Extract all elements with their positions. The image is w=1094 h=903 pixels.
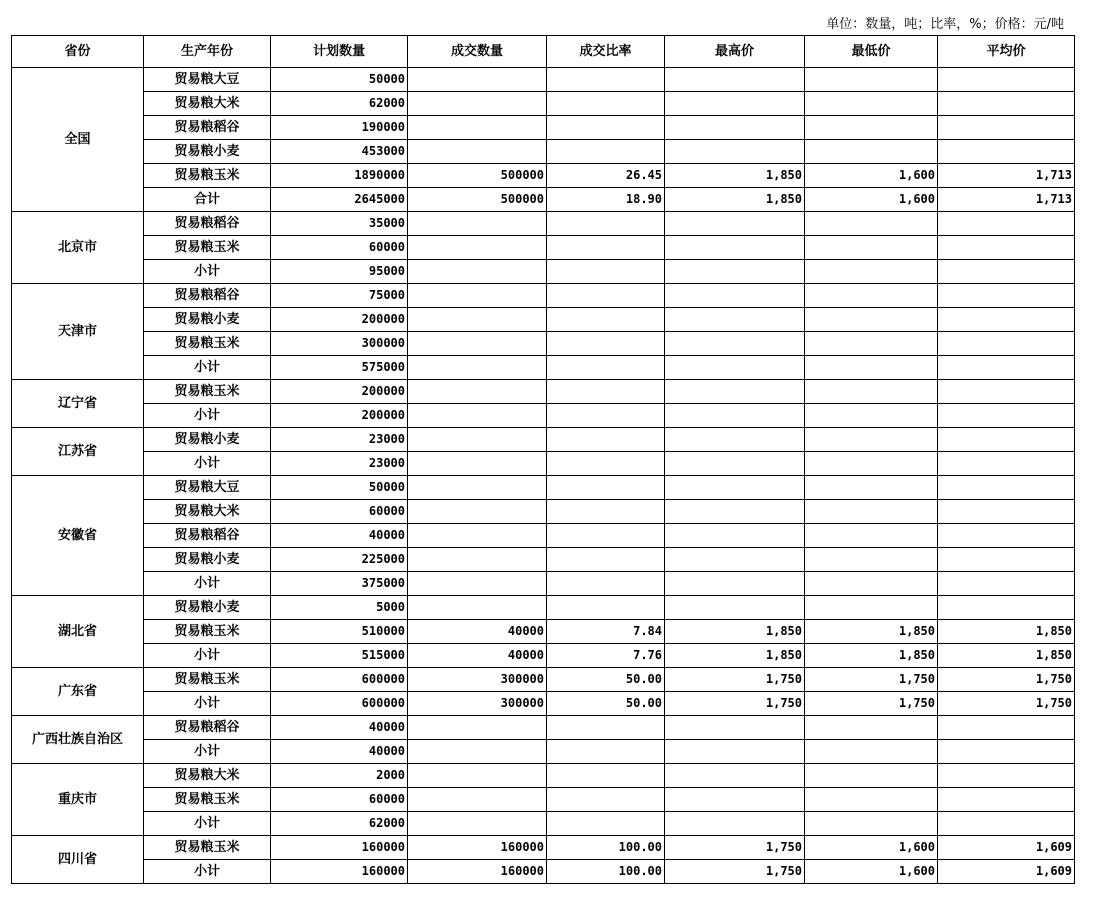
table-row <box>12 692 1075 716</box>
value-cell: 1,713 <box>938 164 1075 188</box>
value-cell: 1,750 <box>665 692 805 716</box>
value-cell <box>805 596 938 620</box>
value-cell <box>665 332 805 356</box>
value-cell <box>938 740 1075 764</box>
value-cell: 1,600 <box>805 188 938 212</box>
value-cell <box>408 284 547 308</box>
table-row <box>12 236 1075 260</box>
value-cell: 1,609 <box>938 860 1075 884</box>
column-header: 成交比率 <box>547 36 665 68</box>
value-cell: 1,750 <box>938 692 1075 716</box>
value-cell <box>938 116 1075 140</box>
table-row <box>12 716 1075 740</box>
value-cell: 160000 <box>408 860 547 884</box>
grain-type-cell: 小计 <box>144 860 271 884</box>
value-cell <box>665 308 805 332</box>
table-row <box>12 260 1075 284</box>
table-row <box>12 116 1075 140</box>
value-cell <box>938 212 1075 236</box>
table-row <box>12 356 1075 380</box>
value-cell: 60000 <box>271 500 408 524</box>
value-cell: 160000 <box>271 836 408 860</box>
grain-type-cell: 贸易粮玉米 <box>144 668 271 692</box>
value-cell <box>805 284 938 308</box>
value-cell <box>408 380 547 404</box>
value-cell <box>408 500 547 524</box>
table-row <box>12 860 1075 884</box>
grain-type-cell: 贸易粮玉米 <box>144 788 271 812</box>
value-cell <box>547 476 665 500</box>
value-cell <box>665 92 805 116</box>
column-header: 最低价 <box>805 36 938 68</box>
value-cell: 1,750 <box>665 836 805 860</box>
value-cell: 7.84 <box>547 620 665 644</box>
table-row <box>12 764 1075 788</box>
value-cell <box>408 332 547 356</box>
table-row <box>12 452 1075 476</box>
table-row <box>12 92 1075 116</box>
value-cell <box>665 380 805 404</box>
value-cell: 50000 <box>271 68 408 92</box>
value-cell: 50000 <box>271 476 408 500</box>
value-cell <box>938 308 1075 332</box>
value-cell <box>547 92 665 116</box>
grain-type-cell: 贸易粮小麦 <box>144 140 271 164</box>
value-cell <box>938 548 1075 572</box>
value-cell: 7.76 <box>547 644 665 668</box>
province-cell: 四川省 <box>12 836 144 884</box>
value-cell: 190000 <box>271 116 408 140</box>
value-cell <box>938 68 1075 92</box>
value-cell <box>805 68 938 92</box>
value-cell: 300000 <box>271 332 408 356</box>
value-cell: 1890000 <box>271 164 408 188</box>
value-cell <box>805 116 938 140</box>
table-row <box>12 188 1075 212</box>
grain-type-cell: 贸易粮玉米 <box>144 332 271 356</box>
value-cell <box>408 308 547 332</box>
value-cell: 575000 <box>271 356 408 380</box>
grain-type-cell: 贸易粮稻谷 <box>144 212 271 236</box>
value-cell <box>805 716 938 740</box>
province-cell: 天津市 <box>12 284 144 380</box>
value-cell <box>408 260 547 284</box>
value-cell <box>938 140 1075 164</box>
value-cell <box>805 764 938 788</box>
value-cell: 2645000 <box>271 188 408 212</box>
value-cell <box>547 740 665 764</box>
grain-type-cell: 贸易粮小麦 <box>144 548 271 572</box>
value-cell: 375000 <box>271 572 408 596</box>
grain-type-cell: 小计 <box>144 644 271 668</box>
value-cell <box>408 212 547 236</box>
value-cell <box>805 452 938 476</box>
table-row <box>12 836 1075 860</box>
value-cell: 1,750 <box>665 668 805 692</box>
value-cell <box>938 284 1075 308</box>
value-cell <box>665 524 805 548</box>
value-cell <box>805 356 938 380</box>
value-cell <box>408 572 547 596</box>
value-cell <box>665 356 805 380</box>
value-cell: 453000 <box>271 140 408 164</box>
value-cell <box>805 524 938 548</box>
value-cell: 5000 <box>271 596 408 620</box>
value-cell <box>547 524 665 548</box>
value-cell <box>665 716 805 740</box>
value-cell <box>938 452 1075 476</box>
value-cell <box>805 92 938 116</box>
grain-type-cell: 贸易粮大豆 <box>144 476 271 500</box>
value-cell: 1,600 <box>805 836 938 860</box>
value-cell: 1,850 <box>665 644 805 668</box>
table-row <box>12 140 1075 164</box>
grain-type-cell: 贸易粮玉米 <box>144 236 271 260</box>
value-cell: 1,750 <box>665 860 805 884</box>
value-cell: 1,713 <box>938 188 1075 212</box>
value-cell <box>547 572 665 596</box>
value-cell: 300000 <box>408 692 547 716</box>
table-row <box>12 812 1075 836</box>
value-cell <box>665 740 805 764</box>
table-row <box>12 788 1075 812</box>
grain-type-cell: 贸易粮大米 <box>144 500 271 524</box>
value-cell <box>408 596 547 620</box>
province-cell: 广东省 <box>12 668 144 716</box>
value-cell: 160000 <box>408 836 547 860</box>
province-cell: 辽宁省 <box>12 380 144 428</box>
value-cell <box>408 116 547 140</box>
value-cell <box>938 404 1075 428</box>
value-cell: 23000 <box>271 452 408 476</box>
value-cell: 50.00 <box>547 692 665 716</box>
value-cell: 40000 <box>271 740 408 764</box>
value-cell <box>408 236 547 260</box>
value-cell: 1,850 <box>805 644 938 668</box>
value-cell: 1,600 <box>805 860 938 884</box>
value-cell <box>547 332 665 356</box>
table-row <box>12 164 1075 188</box>
value-cell <box>547 716 665 740</box>
province-cell: 重庆市 <box>12 764 144 836</box>
value-cell: 75000 <box>271 284 408 308</box>
grain-type-cell: 小计 <box>144 260 271 284</box>
value-cell: 50.00 <box>547 668 665 692</box>
value-cell: 95000 <box>271 260 408 284</box>
value-cell <box>408 812 547 836</box>
grain-type-cell: 贸易粮玉米 <box>144 380 271 404</box>
value-cell <box>665 596 805 620</box>
value-cell <box>547 764 665 788</box>
province-cell: 湖北省 <box>12 596 144 668</box>
value-cell <box>805 332 938 356</box>
value-cell <box>547 212 665 236</box>
table-row <box>12 596 1075 620</box>
value-cell: 515000 <box>271 644 408 668</box>
value-cell <box>408 476 547 500</box>
value-cell <box>547 356 665 380</box>
grain-type-cell: 贸易粮玉米 <box>144 620 271 644</box>
grain-type-cell: 贸易粮小麦 <box>144 596 271 620</box>
grain-type-cell: 合计 <box>144 188 271 212</box>
value-cell <box>547 500 665 524</box>
value-cell: 60000 <box>271 788 408 812</box>
table-row <box>12 500 1075 524</box>
value-cell <box>665 284 805 308</box>
table-row <box>12 284 1075 308</box>
grain-trade-table <box>11 35 1075 884</box>
value-cell: 1,850 <box>665 188 805 212</box>
value-cell <box>805 404 938 428</box>
value-cell: 1,850 <box>805 620 938 644</box>
value-cell <box>408 764 547 788</box>
grain-type-cell: 贸易粮小麦 <box>144 428 271 452</box>
grain-type-cell: 贸易粮稻谷 <box>144 284 271 308</box>
table-row <box>12 548 1075 572</box>
value-cell: 600000 <box>271 692 408 716</box>
column-header: 计划数量 <box>271 36 408 68</box>
value-cell: 1,750 <box>805 692 938 716</box>
value-cell <box>938 524 1075 548</box>
table-row <box>12 668 1075 692</box>
grain-type-cell: 小计 <box>144 812 271 836</box>
value-cell <box>938 764 1075 788</box>
value-cell: 62000 <box>271 812 408 836</box>
value-cell <box>938 428 1075 452</box>
grain-type-cell: 贸易粮稻谷 <box>144 716 271 740</box>
value-cell <box>805 236 938 260</box>
header-row <box>12 36 1075 68</box>
grain-type-cell: 贸易粮大豆 <box>144 68 271 92</box>
table-row <box>12 644 1075 668</box>
value-cell: 100.00 <box>547 860 665 884</box>
value-cell: 160000 <box>271 860 408 884</box>
value-cell: 100.00 <box>547 836 665 860</box>
value-cell <box>665 572 805 596</box>
grain-type-cell: 贸易粮稻谷 <box>144 524 271 548</box>
value-cell <box>805 548 938 572</box>
value-cell <box>938 92 1075 116</box>
value-cell <box>805 308 938 332</box>
province-cell: 北京市 <box>12 212 144 284</box>
province-cell: 安徽省 <box>12 476 144 596</box>
value-cell <box>665 452 805 476</box>
value-cell <box>665 548 805 572</box>
value-cell <box>547 308 665 332</box>
value-cell: 23000 <box>271 428 408 452</box>
value-cell <box>547 452 665 476</box>
value-cell: 500000 <box>408 188 547 212</box>
value-cell <box>547 428 665 452</box>
value-cell <box>547 116 665 140</box>
value-cell <box>938 236 1075 260</box>
value-cell <box>665 428 805 452</box>
value-cell <box>805 140 938 164</box>
grain-type-cell: 小计 <box>144 692 271 716</box>
value-cell <box>805 260 938 284</box>
value-cell: 60000 <box>271 236 408 260</box>
value-cell <box>665 812 805 836</box>
value-cell <box>665 236 805 260</box>
table-row <box>12 308 1075 332</box>
value-cell <box>547 68 665 92</box>
value-cell <box>547 596 665 620</box>
table-row <box>12 524 1075 548</box>
table-row <box>12 212 1075 236</box>
value-cell <box>665 260 805 284</box>
grain-type-cell: 贸易粮小麦 <box>144 308 271 332</box>
value-cell <box>805 476 938 500</box>
value-cell: 200000 <box>271 404 408 428</box>
province-cell: 广西壮族自治区 <box>12 716 144 764</box>
value-cell: 600000 <box>271 668 408 692</box>
value-cell <box>805 812 938 836</box>
value-cell <box>408 404 547 428</box>
value-cell <box>665 476 805 500</box>
table-row <box>12 428 1075 452</box>
value-cell: 1,850 <box>938 620 1075 644</box>
value-cell: 35000 <box>271 212 408 236</box>
value-cell <box>938 572 1075 596</box>
column-header: 平均价 <box>938 36 1075 68</box>
value-cell <box>408 452 547 476</box>
value-cell <box>805 500 938 524</box>
table-row <box>12 68 1075 92</box>
value-cell <box>938 380 1075 404</box>
value-cell <box>938 356 1075 380</box>
value-cell <box>408 716 547 740</box>
value-cell <box>547 260 665 284</box>
table-row <box>12 476 1075 500</box>
value-cell <box>547 140 665 164</box>
grain-type-cell: 小计 <box>144 452 271 476</box>
value-cell <box>408 356 547 380</box>
value-cell <box>938 812 1075 836</box>
value-cell <box>408 92 547 116</box>
value-cell: 62000 <box>271 92 408 116</box>
value-cell: 200000 <box>271 308 408 332</box>
value-cell <box>547 380 665 404</box>
value-cell <box>547 236 665 260</box>
value-cell: 225000 <box>271 548 408 572</box>
grain-type-cell: 贸易粮玉米 <box>144 836 271 860</box>
value-cell <box>938 788 1075 812</box>
column-header: 最高价 <box>665 36 805 68</box>
value-cell <box>665 404 805 428</box>
value-cell <box>547 812 665 836</box>
value-cell: 40000 <box>408 620 547 644</box>
value-cell: 1,850 <box>665 620 805 644</box>
value-cell <box>408 68 547 92</box>
value-cell <box>805 740 938 764</box>
value-cell <box>805 572 938 596</box>
value-cell <box>665 764 805 788</box>
value-cell <box>805 428 938 452</box>
grain-type-cell: 小计 <box>144 740 271 764</box>
column-header: 省份 <box>12 36 144 68</box>
table-row <box>12 380 1075 404</box>
value-cell: 1,850 <box>938 644 1075 668</box>
value-cell: 1,750 <box>805 668 938 692</box>
province-cell: 全国 <box>12 68 144 212</box>
value-cell: 40000 <box>408 644 547 668</box>
table-row <box>12 404 1075 428</box>
value-cell: 1,600 <box>805 164 938 188</box>
value-cell <box>938 476 1075 500</box>
grain-type-cell: 贸易粮玉米 <box>144 164 271 188</box>
value-cell <box>665 68 805 92</box>
value-cell: 1,609 <box>938 836 1075 860</box>
grain-type-cell: 小计 <box>144 572 271 596</box>
value-cell: 300000 <box>408 668 547 692</box>
value-cell <box>408 788 547 812</box>
value-cell <box>938 596 1075 620</box>
value-cell <box>408 740 547 764</box>
value-cell <box>408 524 547 548</box>
value-cell <box>408 548 547 572</box>
value-cell: 2000 <box>271 764 408 788</box>
value-cell <box>665 212 805 236</box>
value-cell <box>938 260 1075 284</box>
value-cell <box>547 788 665 812</box>
unit-note: 单位：数量，吨；比率，%；价格：元/吨 <box>826 17 1064 32</box>
value-cell <box>805 380 938 404</box>
value-cell <box>408 140 547 164</box>
value-cell: 26.45 <box>547 164 665 188</box>
table-row <box>12 740 1075 764</box>
value-cell: 1,750 <box>938 668 1075 692</box>
value-cell: 40000 <box>271 716 408 740</box>
value-cell <box>938 332 1075 356</box>
value-cell: 510000 <box>271 620 408 644</box>
value-cell: 18.90 <box>547 188 665 212</box>
value-cell: 40000 <box>271 524 408 548</box>
column-header: 成交数量 <box>408 36 547 68</box>
value-cell <box>665 788 805 812</box>
grain-type-cell: 贸易粮大米 <box>144 764 271 788</box>
value-cell <box>938 500 1075 524</box>
grain-type-cell: 小计 <box>144 356 271 380</box>
table-row <box>12 572 1075 596</box>
grain-type-cell: 贸易粮大米 <box>144 92 271 116</box>
value-cell <box>665 500 805 524</box>
value-cell <box>665 140 805 164</box>
value-cell: 1,850 <box>665 164 805 188</box>
value-cell <box>938 716 1075 740</box>
value-cell <box>805 788 938 812</box>
value-cell <box>547 548 665 572</box>
value-cell <box>665 116 805 140</box>
province-cell: 江苏省 <box>12 428 144 476</box>
value-cell <box>547 404 665 428</box>
value-cell <box>408 428 547 452</box>
grain-type-cell: 贸易粮稻谷 <box>144 116 271 140</box>
value-cell <box>805 212 938 236</box>
value-cell <box>547 284 665 308</box>
table-row <box>12 620 1075 644</box>
value-cell: 500000 <box>408 164 547 188</box>
table-row <box>12 332 1075 356</box>
grain-type-cell: 小计 <box>144 404 271 428</box>
value-cell: 200000 <box>271 380 408 404</box>
column-header: 生产年份 <box>144 36 271 68</box>
